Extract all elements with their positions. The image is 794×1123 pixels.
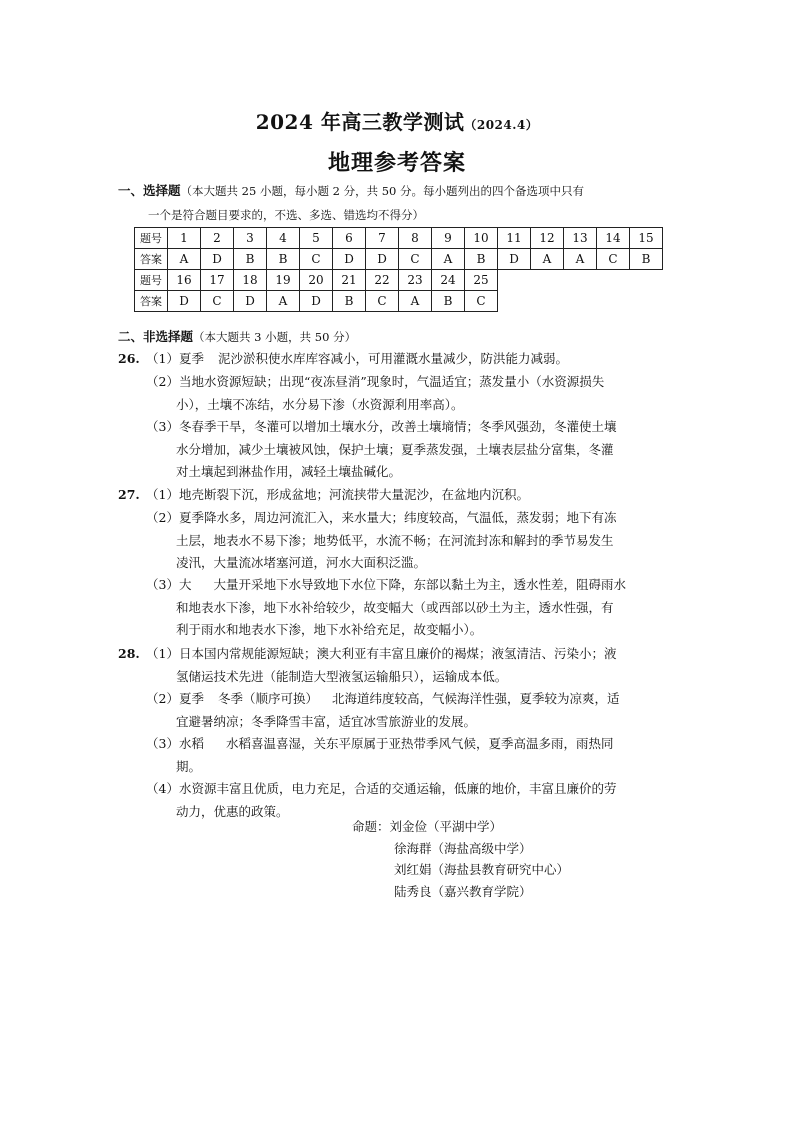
q28-number: 28. bbox=[118, 646, 140, 661]
credits-name: 刘金俭（平湖中学） bbox=[389, 819, 503, 834]
question-number-cell: 24 bbox=[432, 270, 465, 291]
answer-cell: D bbox=[300, 291, 333, 312]
section2-header bbox=[118, 326, 356, 348]
question-number-cell: 25 bbox=[465, 270, 498, 291]
q28-p4-label: （4） bbox=[146, 781, 179, 796]
q28-p2-line2: 宜避暑纳凉；冬季降雪丰富，适宜冰雪旅游业的发展。 bbox=[176, 713, 477, 729]
q26-part1 bbox=[146, 348, 686, 371]
row-label-answer: 答案 bbox=[135, 291, 168, 312]
q26-number: 26. bbox=[118, 351, 140, 366]
q28-p1-label: （1） bbox=[146, 646, 179, 661]
q26-p1-answer-a: 夏季 bbox=[178, 351, 204, 366]
q27-p3-answer: 大 bbox=[178, 577, 192, 592]
question-number-cell: 19 bbox=[267, 270, 300, 291]
answer-cell: C bbox=[201, 291, 234, 312]
credits-name: 徐海群（海盐高级中学） bbox=[394, 840, 532, 856]
answer-cell: A bbox=[168, 249, 201, 270]
answer-table-row-a1 bbox=[135, 249, 663, 270]
credits-label: 命题： bbox=[352, 819, 390, 834]
title-text: 2024 年高三教学测试 bbox=[255, 110, 465, 134]
answer-cell: A bbox=[531, 249, 564, 270]
answer-cell: B bbox=[630, 249, 663, 270]
q26-p3-line2: 水分增加，减少土壤被风蚀，保护土壤；夏季蒸发强，土壤表层盐分富集，冬灌 bbox=[176, 441, 614, 457]
q26-p1-label: （1） bbox=[146, 351, 179, 366]
question-number-cell: 15 bbox=[630, 228, 663, 249]
answer-cell: D bbox=[366, 249, 399, 270]
page-title bbox=[0, 106, 794, 135]
q26-p2-line2: 小），土壤不冻结，水分易下渗（水资源利用率高）。 bbox=[176, 396, 464, 412]
q28-p3-line2: 期。 bbox=[176, 758, 202, 774]
answer-cell: B bbox=[333, 291, 366, 312]
q28-part1 bbox=[146, 643, 686, 688]
question-number-cell: 8 bbox=[399, 228, 432, 249]
q27-number: 27. bbox=[118, 487, 140, 502]
q26-p3-line3: 对土壤起到淋盐作用，减轻土壤盐碱化。 bbox=[176, 464, 402, 479]
answer-cell: B bbox=[465, 249, 498, 270]
q27-p3-line1: 大量开采地下水导致地下水位下降，东部以黏土为主，透水性差，阻碍雨水 bbox=[213, 577, 626, 592]
section1-note-line2: 一个是符合题目要求的，不选、多选、错选均不得分） bbox=[148, 208, 424, 222]
q26-p2-label: （2） bbox=[146, 374, 179, 389]
credits-row bbox=[352, 881, 569, 903]
q26-p3-label: （3） bbox=[146, 419, 179, 434]
answer-cell: D bbox=[168, 291, 201, 312]
q27-part2 bbox=[146, 507, 686, 575]
credits-name: 刘红娟（海盐县教育研究中心） bbox=[394, 862, 570, 877]
q27-p1-text: 地壳断裂下沉，形成盆地；河流挟带大量泥沙，在盆地内沉积。 bbox=[178, 487, 529, 502]
q28-p3-label: （3） bbox=[146, 736, 179, 751]
q27-p2-line1: 夏季降水多，周边河流汇入，来水量大；纬度较高，气温低，蒸发弱；地下有冻 bbox=[178, 510, 617, 525]
title-date: （2024.4） bbox=[464, 118, 539, 132]
q28-p2-line1: 北海道纬度较高，气候海洋性强，夏季较为凉爽，适 bbox=[331, 691, 620, 706]
page-subtitle: 地理参考答案 bbox=[327, 150, 466, 176]
question-number-cell: 20 bbox=[300, 270, 333, 291]
question-number-cell: 11 bbox=[498, 228, 531, 249]
answer-cell: D bbox=[234, 291, 267, 312]
q27-p1-label: （1） bbox=[146, 487, 179, 502]
question-number-cell: 17 bbox=[201, 270, 234, 291]
q28-p2-answer-a: 夏季 bbox=[178, 691, 204, 706]
q28-p3-answer: 水稻 bbox=[178, 736, 204, 751]
credits-name: 陆秀良（嘉兴教育学院） bbox=[394, 883, 532, 899]
q28-part3 bbox=[146, 733, 686, 778]
question-number-cell: 10 bbox=[465, 228, 498, 249]
credits-row bbox=[352, 859, 569, 881]
answer-cell: A bbox=[399, 291, 432, 312]
section2-heading: 二、非选择题 bbox=[118, 329, 194, 344]
q26-part3 bbox=[146, 416, 686, 484]
question-number-cell: 14 bbox=[597, 228, 630, 249]
question-number-cell: 4 bbox=[267, 228, 300, 249]
question-number-cell: 13 bbox=[564, 228, 597, 249]
q28-p3-line1: 水稻喜温喜湿，关东平原属于亚热带季风气候，夏季高温多雨，雨热同 bbox=[225, 736, 614, 751]
q26-p3-line1: 冬春季干旱，冬灌可以增加土壤水分，改善土壤墒情；冬季风强劲，冬灌使土壤 bbox=[178, 419, 617, 434]
section1-heading: 一、选择题 bbox=[118, 183, 181, 198]
q26-part2 bbox=[146, 371, 686, 416]
question-number-cell: 2 bbox=[201, 228, 234, 249]
answer-table-row-q1 bbox=[135, 228, 663, 249]
question-number-cell: 5 bbox=[300, 228, 333, 249]
credits-row bbox=[352, 838, 569, 860]
question-number-cell: 9 bbox=[432, 228, 465, 249]
q27-p3-line3: 利于雨水和地表水下渗，地下水补给充足，故变幅小）。 bbox=[176, 622, 483, 637]
question-number-cell: 7 bbox=[366, 228, 399, 249]
q27-p2-label: （2） bbox=[146, 510, 179, 525]
credits-row bbox=[352, 816, 569, 838]
answer-cell: C bbox=[465, 291, 498, 312]
answer-cell: C bbox=[300, 249, 333, 270]
answer-cell: C bbox=[399, 249, 432, 270]
question-number-cell: 6 bbox=[333, 228, 366, 249]
q27-p3-line2: 和地表水下渗，地下水补给较少，故变幅大（或西部以砂土为主，透水性强，有 bbox=[176, 599, 614, 615]
q28-p2-label: （2） bbox=[146, 691, 179, 706]
q28-p2-answer-b: 冬季（顺序可换） bbox=[217, 691, 318, 706]
question-number-cell: 16 bbox=[168, 270, 201, 291]
q27-p3-label: （3） bbox=[146, 577, 179, 592]
q28-p4-line1: 水资源丰富且优质，电力充足，合适的交通运输，低廉的地价，丰富且廉价的劳 bbox=[178, 781, 617, 796]
question-number-cell: 3 bbox=[234, 228, 267, 249]
answer-cell: D bbox=[333, 249, 366, 270]
answer-cell: B bbox=[432, 291, 465, 312]
section1-note-line1: （本大题共 25 小题，每小题 2 分，共 50 分。每小题列出的四个备选项中只有 bbox=[180, 184, 585, 198]
question-number-cell: 23 bbox=[399, 270, 432, 291]
credits bbox=[352, 816, 569, 902]
answer-cell: A bbox=[564, 249, 597, 270]
answer-cell: D bbox=[498, 249, 531, 270]
section1-header bbox=[118, 180, 584, 202]
answer-cell: C bbox=[597, 249, 630, 270]
section2-note: （本大题共 3 小题，共 50 分） bbox=[193, 330, 357, 344]
answer-cell: C bbox=[366, 291, 399, 312]
q28-p4-line2: 动力，优惠的政策。 bbox=[176, 803, 289, 819]
q26-p1-answer-b: 泥沙淤积使水库库容减小，可用灌溉水量减少，防洪能力减弱。 bbox=[217, 351, 568, 366]
question-number-cell: 1 bbox=[168, 228, 201, 249]
q28-p1-line1: 日本国内常规能源短缺；澳大利亚有丰富且廉价的褐煤；液氢清洁、污染小；液 bbox=[178, 646, 617, 661]
question-number-cell: 21 bbox=[333, 270, 366, 291]
answer-cell: D bbox=[201, 249, 234, 270]
row-label-question: 题号 bbox=[135, 228, 168, 249]
answer-table bbox=[134, 227, 663, 312]
question-number-cell: 12 bbox=[531, 228, 564, 249]
answer-table-row-q2 bbox=[135, 270, 663, 291]
answer-cell: B bbox=[234, 249, 267, 270]
answer-cell: A bbox=[432, 249, 465, 270]
q26-p2-line1: 当地水资源短缺；出现“夜冻昼消”现象时，气温适宜；蒸发量小（水资源损失 bbox=[178, 374, 605, 389]
q27-part3 bbox=[146, 574, 686, 642]
q28-part2 bbox=[146, 688, 686, 733]
row-label-question: 题号 bbox=[135, 270, 168, 291]
answer-cell: B bbox=[267, 249, 300, 270]
row-label-answer: 答案 bbox=[135, 249, 168, 270]
question-number-cell: 18 bbox=[234, 270, 267, 291]
answer-cell: A bbox=[267, 291, 300, 312]
answer-table-row-a2 bbox=[135, 291, 663, 312]
q27-p2-line2: 土层，地表水不易下渗；地势低平，水流不畅；在河流封冻和解封的季节易发生 bbox=[176, 532, 614, 548]
q27-p2-line3: 凌汛，大量流冰堵塞河道，河水大面积泛滥。 bbox=[176, 555, 427, 570]
q28-p1-line2: 氢储运技术先进（能制造大型液氢运输船只），运输成本低。 bbox=[176, 668, 508, 684]
q27-part1 bbox=[146, 484, 686, 507]
question-number-cell: 22 bbox=[366, 270, 399, 291]
